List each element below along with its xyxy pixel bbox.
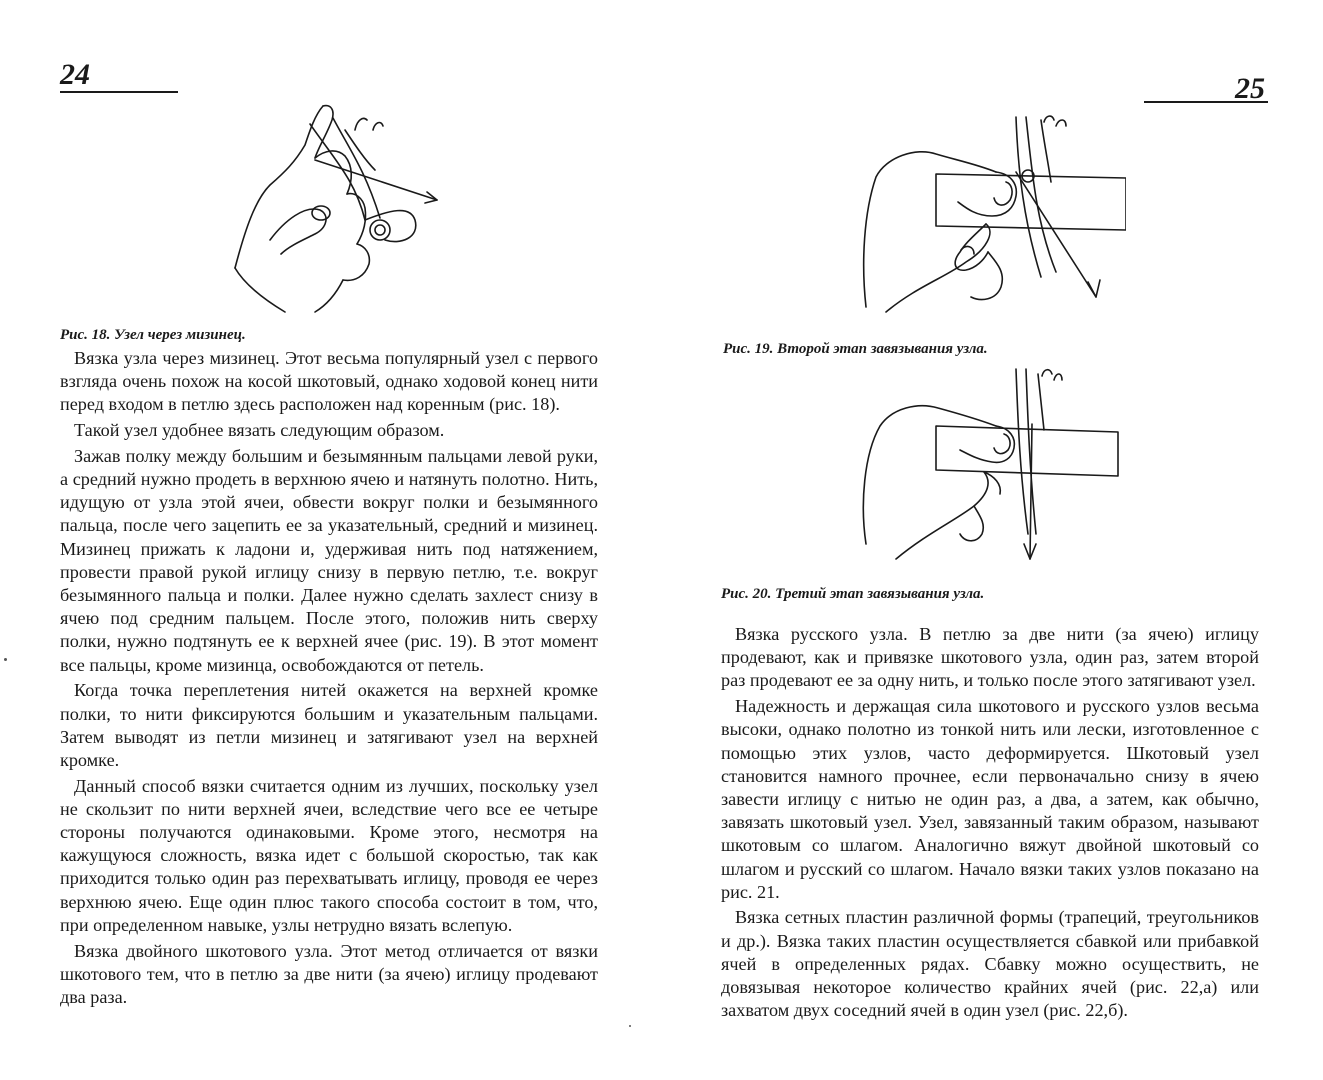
left-page-number: 24 [60,58,90,91]
paragraph: Вязка двойного шкотового узла. Этот метод отличается от вязки шкотового тем, что в петлю за две нити (за ячею) иглицу продевают два раза. [60,940,598,1007]
paragraph: Вязка сетных пластин различной формы (трапеций, треугольников и др.). Вязка таких пластин осуществляется сбавкой или прибавкой ячей в определенных рядах. Сбавку можно осуществить, не довязывая некоторое количество крайних ячей (рис. 22,а) или захватом двух соседний ячей в один узел (рис. 22,б). [721,907,1259,1021]
figure-18-illustration [215,100,455,315]
paragraph: Зажав полку между большим и безымянным пальцами левой руки, а средний нужно продеть в верхнюю ячею и натянуть полотно. Нить, идущую от узла этой ячеи, обвести вокруг полки и безымянного пальца, после чего зацепить ее за указательный, средний и мизинец. Мизинец прижать к ладони и, удерживая нить под натяжением, провести правой рукой иглицу снизу в первую петлю, т.е. вокруг безымянного пальца и полки. Далее нужно сделать захлест снизу в ячею под средним пальцем. После этого, положив нить сверху полки, нужно подтянуть ее к верхней ячее (рис. 19). В этот момент все пальцы, кроме мизинца, освобождаются от петель. [60,445,598,675]
figure-19-illustration [856,112,1126,317]
left-header-rule [60,91,178,93]
figure-19-caption: Рис. 19. Второй этап завязывания узла. [723,341,988,357]
paragraph: Вязка узла через мизинец. Этот весьма популярный узел с первого взгляда очень похож на косой шкотовый, однако ходовой конец нити перед входом в петлю здесь расположен над коренным (рис. 18). [60,348,598,415]
paragraph: Вязка русского узла. В петлю за две нити (за ячею) иглицу продевают, как и привязке шкотового узла, один раз, затем второй раз продевают ее за одну нить, и только после этого затягивают узел. [721,624,1259,691]
right-page-number: 25 [1235,72,1265,105]
left-page [0,0,661,1080]
right-header-rule [1144,101,1268,103]
paragraph: Надежность и держащая сила шкотового и русского узлов весьма высоки, однако полотно из тонкой нить или лески, изготовленное с помощью этих узлов, часто деформируется. Шкотовый узел становится намного прочнее, если первоначально снизу в ячею завести иглицу с нитью не один раз, а два, а затем, как обычно, завязать шкотовый узел. Узел, завязанный таким образом, называют шкотовым со шлагом. Аналогично вяжут двойной шкотовый со шлагом и русский со шлагом. Начало вязки таких узлов показано на рис. 21. [721,696,1259,902]
paragraph: Когда точка переплетения нитей окажется на верхней кромке полки, то нити фиксируются большим и указательным пальцами. Затем выводят из петли мизинец и затягивают узел на верхней кромке. [60,680,598,770]
figure-18-caption: Рис. 18. Узел через мизинец. [60,327,246,343]
scan-speck [629,1025,631,1027]
paragraph: Такой узел удобнее вязать следующим образом. [74,420,445,441]
figure-20-illustration [856,364,1126,569]
figure-20-caption: Рис. 20. Третий этап завязывания узла. [721,586,985,602]
right-page-body [721,623,1259,1025]
scan-speck [4,658,7,661]
left-page-body [60,347,598,1012]
right-page [661,0,1323,1080]
paragraph: Данный способ вязки считается одним из лучших, поскольку узел не скользит по нити верхней ячеи, вследствие чего все ее четыре стороны получаются одинаковыми. Кроме этого, несмотря на кажущуюся сложность, вязка идет с большой скоростью, так как приходится только один раз перехватывать иглицу, проводя ее через верхнюю ячею. Еще один плюс такого способа состоит в том, что, при определенном навыке, узлы нетрудно вязать вслепую. [60,775,598,935]
